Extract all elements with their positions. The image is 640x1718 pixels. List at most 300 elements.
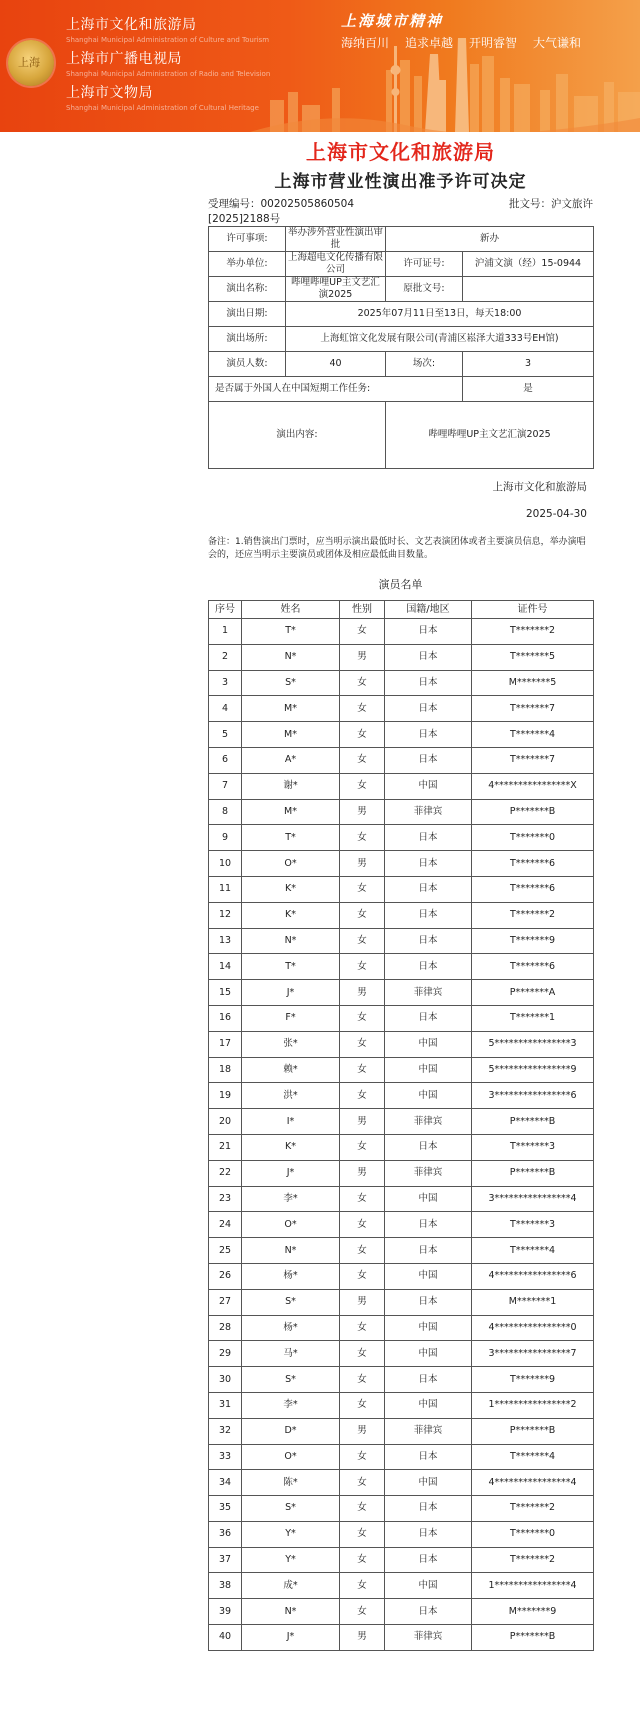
cell-nationality: 日本 (385, 851, 472, 877)
cell-id: T*******7 (472, 696, 594, 722)
cell-gender: 男 (340, 851, 385, 877)
license-value: 沪浦文演（经）15-0944 (463, 252, 594, 277)
cell-nationality: 菲律宾 (385, 1418, 472, 1444)
cell-gender: 女 (340, 825, 385, 851)
cell-id: T*******6 (472, 954, 594, 980)
cell-nationality: 日本 (385, 954, 472, 980)
bureau-name-en: Shanghai Municipal Administration of Culture and Tourism (66, 36, 270, 44)
cell-gender: 女 (340, 1212, 385, 1238)
slogan: 开明睿智 (469, 36, 518, 50)
cell-gender: 女 (340, 1057, 385, 1083)
cell-nationality: 日本 (385, 644, 472, 670)
table-row (209, 1005, 594, 1031)
cell-name: J* (242, 1625, 340, 1651)
cell-id: 3****************4 (472, 1186, 594, 1212)
cell-no: 6 (209, 747, 242, 773)
cell-nationality: 中国 (385, 1573, 472, 1599)
cell-id: P*******B (472, 1625, 594, 1651)
cell-gender: 女 (340, 1599, 385, 1625)
cell-gender: 女 (340, 619, 385, 645)
table-row (209, 1418, 594, 1444)
cell-name: 张* (242, 1031, 340, 1057)
table-row (209, 1109, 594, 1135)
cell-no: 35 (209, 1496, 242, 1522)
license-label: 许可证号: (386, 252, 463, 277)
cell-gender: 女 (340, 1238, 385, 1264)
col-header-no: 序号 (209, 601, 242, 619)
table-row (209, 747, 594, 773)
cell-id: T*******6 (472, 876, 594, 902)
cell-nationality: 中国 (385, 1186, 472, 1212)
cell-id: 5****************3 (472, 1031, 594, 1057)
cell-no: 3 (209, 670, 242, 696)
cell-id: T*******3 (472, 1212, 594, 1238)
cell-no: 18 (209, 1057, 242, 1083)
table-row (209, 1470, 594, 1496)
table-row (209, 1547, 594, 1573)
cell-nationality: 日本 (385, 696, 472, 722)
cell-id: 1****************2 (472, 1392, 594, 1418)
sessions-label: 场次: (386, 352, 463, 377)
cell-nationality: 菲律宾 (385, 980, 472, 1006)
table-row (209, 1057, 594, 1083)
cell-no: 29 (209, 1341, 242, 1367)
cell-id: T*******2 (472, 1547, 594, 1573)
cell-nationality: 日本 (385, 670, 472, 696)
organizer-value: 上海超电文化传播有限公司 (286, 252, 386, 277)
document-meta (208, 196, 593, 210)
cell-id: M*******9 (472, 1599, 594, 1625)
sign-date: 2025-04-30 (525, 508, 587, 520)
cell-gender: 女 (340, 1367, 385, 1393)
cell-no: 22 (209, 1160, 242, 1186)
foreigner-label: 是否属于外国人在中国短期工作任务: (209, 377, 463, 402)
cell-id: T*******2 (472, 1496, 594, 1522)
cell-no: 5 (209, 722, 242, 748)
cell-no: 23 (209, 1186, 242, 1212)
cell-no: 12 (209, 902, 242, 928)
cell-id: T*******2 (472, 619, 594, 645)
city-spirit-title: 上海城市精神 (341, 12, 444, 30)
cell-id: T*******4 (472, 1444, 594, 1470)
matter-label: 许可事项: (209, 227, 286, 252)
table-row (209, 1238, 594, 1264)
table-row (209, 773, 594, 799)
cell-name: N* (242, 644, 340, 670)
cell-name: O* (242, 851, 340, 877)
cell-id: P*******B (472, 1109, 594, 1135)
cell-id: T*******5 (472, 644, 594, 670)
cell-name: S* (242, 1367, 340, 1393)
table-row (209, 902, 594, 928)
cell-gender: 男 (340, 644, 385, 670)
cell-nationality: 日本 (385, 747, 472, 773)
cell-id: T*******4 (472, 722, 594, 748)
bureau-name: 上海市广播电视局 (66, 51, 182, 67)
orig-approval-value (463, 277, 594, 302)
cell-id: 4****************6 (472, 1263, 594, 1289)
cell-id: P*******B (472, 799, 594, 825)
cell-no: 40 (209, 1625, 242, 1651)
cell-id: 3****************6 (472, 1083, 594, 1109)
cell-gender: 男 (340, 1418, 385, 1444)
table-row (209, 1496, 594, 1522)
cell-gender: 女 (340, 696, 385, 722)
cell-id: T*******0 (472, 825, 594, 851)
cell-id: 3****************7 (472, 1341, 594, 1367)
table-row (209, 1521, 594, 1547)
cell-gender: 男 (340, 1289, 385, 1315)
cell-gender: 女 (340, 747, 385, 773)
performers-label: 演员人数: (209, 352, 286, 377)
table-row (209, 696, 594, 722)
table-row (209, 980, 594, 1006)
table-row (209, 1212, 594, 1238)
cell-name: 成* (242, 1573, 340, 1599)
cell-no: 14 (209, 954, 242, 980)
cell-id: 4****************X (472, 773, 594, 799)
bureau-culture-tourism[interactable] (66, 14, 269, 44)
cell-name: S* (242, 1496, 340, 1522)
content-label: 演出内容: (209, 402, 386, 469)
cell-nationality: 中国 (385, 1263, 472, 1289)
cell-nationality: 日本 (385, 1212, 472, 1238)
cell-no: 10 (209, 851, 242, 877)
cell-gender: 男 (340, 799, 385, 825)
cell-gender: 女 (340, 928, 385, 954)
cell-no: 15 (209, 980, 242, 1006)
cell-gender: 女 (340, 1315, 385, 1341)
cell-no: 20 (209, 1109, 242, 1135)
table-row (209, 670, 594, 696)
cell-id: M*******1 (472, 1289, 594, 1315)
cell-name: T* (242, 954, 340, 980)
cell-name: J* (242, 980, 340, 1006)
permit-document (208, 132, 593, 1651)
cell-id: T*******9 (472, 928, 594, 954)
cell-name: K* (242, 1134, 340, 1160)
cell-gender: 男 (340, 1160, 385, 1186)
cell-id: P*******A (472, 980, 594, 1006)
cell-no: 9 (209, 825, 242, 851)
cell-gender: 女 (340, 1263, 385, 1289)
cell-id: T*******2 (472, 902, 594, 928)
col-header-gender: 性别 (340, 601, 385, 619)
cell-name: D* (242, 1418, 340, 1444)
cell-name: M* (242, 799, 340, 825)
cell-gender: 女 (340, 670, 385, 696)
cell-name: 谢* (242, 773, 340, 799)
cell-no: 13 (209, 928, 242, 954)
cell-id: 5****************9 (472, 1057, 594, 1083)
cell-name: 杨* (242, 1315, 340, 1341)
cell-name: 杨* (242, 1263, 340, 1289)
cell-nationality: 日本 (385, 1521, 472, 1547)
cell-name: 赖* (242, 1057, 340, 1083)
site-header (0, 0, 640, 132)
cell-gender: 女 (340, 773, 385, 799)
cell-nationality: 日本 (385, 722, 472, 748)
venue-label: 演出场所: (209, 327, 286, 352)
table-row (209, 1186, 594, 1212)
cell-gender: 男 (340, 1109, 385, 1135)
cell-no: 33 (209, 1444, 242, 1470)
cell-name: K* (242, 876, 340, 902)
cell-no: 30 (209, 1367, 242, 1393)
show-name-label: 演出名称: (209, 277, 286, 302)
slogan: 大气谦和 (533, 36, 582, 50)
table-row (209, 876, 594, 902)
cell-name: 李* (242, 1186, 340, 1212)
table-row (209, 1599, 594, 1625)
cell-gender: 女 (340, 1521, 385, 1547)
cell-name: N* (242, 1238, 340, 1264)
table-row (209, 799, 594, 825)
cell-id: T*******1 (472, 1005, 594, 1031)
cell-name: 洪* (242, 1083, 340, 1109)
table-row (209, 1625, 594, 1651)
table-row (209, 1444, 594, 1470)
document-title: 上海市营业性演出准予许可决定 (274, 172, 527, 192)
table-row (209, 1392, 594, 1418)
table-row (209, 1367, 594, 1393)
table-row (209, 1263, 594, 1289)
cell-gender: 女 (340, 1186, 385, 1212)
cell-name: I* (242, 1109, 340, 1135)
accept-no-label: 受理编号： (208, 198, 261, 210)
table-row (209, 851, 594, 877)
date-label: 演出日期: (209, 302, 286, 327)
table-row (209, 619, 594, 645)
bureau-radio-tv[interactable] (66, 48, 270, 78)
cast-table-body (209, 619, 594, 1651)
cell-gender: 女 (340, 1444, 385, 1470)
cell-nationality: 中国 (385, 1392, 472, 1418)
cell-nationality: 日本 (385, 1444, 472, 1470)
cell-no: 37 (209, 1547, 242, 1573)
cell-gender: 女 (340, 1341, 385, 1367)
cell-nationality: 中国 (385, 1083, 472, 1109)
cell-gender: 女 (340, 1573, 385, 1599)
cell-nationality: 日本 (385, 876, 472, 902)
cell-id: M*******5 (472, 670, 594, 696)
col-header-nationality: 国籍/地区 (385, 601, 472, 619)
cell-name: N* (242, 1599, 340, 1625)
cell-no: 31 (209, 1392, 242, 1418)
table-row (209, 1315, 594, 1341)
slogan: 追求卓越 (405, 36, 454, 50)
remarks: 备注：1.销售演出门票时，应当明示演出最低时长、文艺表演团体或者主要演员信息，举办演唱会的，还应当明示主要演员或团体及相应最低曲目数量。 (208, 537, 586, 560)
permit-table (208, 226, 594, 469)
cell-no: 38 (209, 1573, 242, 1599)
cell-no: 8 (209, 799, 242, 825)
table-row (209, 825, 594, 851)
cell-nationality: 日本 (385, 1005, 472, 1031)
cell-gender: 女 (340, 1083, 385, 1109)
cell-id: 1****************4 (472, 1573, 594, 1599)
cell-id: T*******7 (472, 747, 594, 773)
cell-nationality: 菲律宾 (385, 799, 472, 825)
cell-gender: 女 (340, 1005, 385, 1031)
cell-name: T* (242, 825, 340, 851)
cell-nationality: 菲律宾 (385, 1109, 472, 1135)
cast-table (208, 600, 594, 1651)
cell-gender: 女 (340, 954, 385, 980)
cell-name: O* (242, 1444, 340, 1470)
bureau-name-en: Shanghai Municipal Administration of Cultural Heritage (66, 104, 259, 112)
emblem-logo: 上海 (8, 40, 54, 86)
cell-nationality: 日本 (385, 1599, 472, 1625)
date-value: 2025年07月11日至13日，每天18:00 (286, 302, 594, 327)
cell-gender: 男 (340, 1625, 385, 1651)
cell-nationality: 日本 (385, 1289, 472, 1315)
cell-nationality: 菲律宾 (385, 1625, 472, 1651)
cell-name: S* (242, 1289, 340, 1315)
cell-gender: 男 (340, 980, 385, 1006)
slogan: 海纳百川 (341, 36, 390, 50)
cell-name: J* (242, 1160, 340, 1186)
cell-nationality: 菲律宾 (385, 1160, 472, 1186)
cell-no: 28 (209, 1315, 242, 1341)
cast-header-row (209, 601, 594, 619)
issuing-authority-title: 上海市文化和旅游局 (306, 140, 495, 164)
cell-no: 11 (209, 876, 242, 902)
cell-name: Y* (242, 1547, 340, 1573)
venue-value: 上海虹馆文化发展有限公司(青浦区崧泽大道333号EH馆) (286, 327, 594, 352)
cell-no: 17 (209, 1031, 242, 1057)
cell-name: 李* (242, 1392, 340, 1418)
cast-list-title: 演员名单 (378, 578, 423, 591)
cell-no: 7 (209, 773, 242, 799)
cell-gender: 女 (340, 1470, 385, 1496)
cell-id: T*******9 (472, 1367, 594, 1393)
cell-no: 19 (209, 1083, 242, 1109)
cell-nationality: 中国 (385, 773, 472, 799)
table-row (209, 1573, 594, 1599)
cell-no: 24 (209, 1212, 242, 1238)
cell-no: 39 (209, 1599, 242, 1625)
cell-no: 4 (209, 696, 242, 722)
cell-name: T* (242, 619, 340, 645)
cell-id: P*******B (472, 1160, 594, 1186)
cell-gender: 女 (340, 876, 385, 902)
col-header-name: 姓名 (242, 601, 340, 619)
organizer-label: 举办单位: (209, 252, 286, 277)
bureau-cultural-heritage[interactable] (66, 82, 259, 112)
cell-nationality: 日本 (385, 1367, 472, 1393)
cell-nationality: 中国 (385, 1341, 472, 1367)
cell-gender: 女 (340, 1496, 385, 1522)
cell-gender: 女 (340, 902, 385, 928)
table-row (209, 722, 594, 748)
cell-name: 马* (242, 1341, 340, 1367)
cell-no: 27 (209, 1289, 242, 1315)
permit-type-value: 新办 (386, 227, 594, 252)
approval-no-value: 沪文旅许 (551, 198, 593, 210)
cell-id: T*******6 (472, 851, 594, 877)
cell-gender: 女 (340, 722, 385, 748)
col-header-id: 证件号 (472, 601, 594, 619)
cell-no: 2 (209, 644, 242, 670)
bureau-name: 上海市文物局 (66, 85, 153, 101)
cell-nationality: 中国 (385, 1315, 472, 1341)
table-row (209, 644, 594, 670)
matter-value: 举办涉外营业性演出审批 (286, 227, 386, 252)
cell-nationality: 日本 (385, 619, 472, 645)
cell-name: Y* (242, 1521, 340, 1547)
cell-gender: 女 (340, 1547, 385, 1573)
foreigner-value: 是 (463, 377, 594, 402)
bureau-name: 上海市文化和旅游局 (66, 17, 197, 33)
cell-nationality: 日本 (385, 1547, 472, 1573)
content-value: 哔哩哔哩UP主文艺汇演2025 (386, 402, 594, 469)
cell-id: 4****************4 (472, 1470, 594, 1496)
table-row (209, 954, 594, 980)
cell-name: M* (242, 696, 340, 722)
cell-no: 34 (209, 1470, 242, 1496)
cell-name: A* (242, 747, 340, 773)
cell-name: O* (242, 1212, 340, 1238)
cell-id: T*******4 (472, 1238, 594, 1264)
sessions-value: 3 (463, 352, 594, 377)
cell-name: F* (242, 1005, 340, 1031)
table-row (209, 1289, 594, 1315)
cell-nationality: 中国 (385, 1031, 472, 1057)
cell-gender: 女 (340, 1134, 385, 1160)
cell-nationality: 日本 (385, 1496, 472, 1522)
cell-nationality: 日本 (385, 1134, 472, 1160)
table-row (209, 1341, 594, 1367)
cell-id: T*******0 (472, 1521, 594, 1547)
cell-name: S* (242, 670, 340, 696)
accept-no-value: 00202505860504 (260, 198, 355, 210)
cell-id: T*******3 (472, 1134, 594, 1160)
cell-name: N* (242, 928, 340, 954)
city-spirit-slogans (341, 34, 581, 51)
performers-value: 40 (286, 352, 386, 377)
cell-id: P*******B (472, 1418, 594, 1444)
show-name-value: 哔哩哔哩UP主文艺汇演2025 (286, 277, 386, 302)
cell-nationality: 日本 (385, 902, 472, 928)
table-row (209, 1160, 594, 1186)
signature: 上海市文化和旅游局 (492, 481, 587, 493)
cell-gender: 女 (340, 1031, 385, 1057)
cell-name: M* (242, 722, 340, 748)
cell-no: 25 (209, 1238, 242, 1264)
cell-nationality: 日本 (385, 928, 472, 954)
table-row (209, 928, 594, 954)
cell-nationality: 日本 (385, 1238, 472, 1264)
approval-no-label: 批文号： (509, 198, 551, 210)
cell-no: 16 (209, 1005, 242, 1031)
cell-name: K* (242, 902, 340, 928)
cell-name: 陈* (242, 1470, 340, 1496)
approval-no-cont: [2025]2188号 (208, 213, 281, 225)
cell-nationality: 中国 (385, 1057, 472, 1083)
bureau-name-en: Shanghai Municipal Administration of Radio and Television (66, 70, 271, 78)
cell-nationality: 中国 (385, 1470, 472, 1496)
cell-no: 21 (209, 1134, 242, 1160)
table-row (209, 1134, 594, 1160)
cell-nationality: 日本 (385, 825, 472, 851)
table-row (209, 1083, 594, 1109)
table-row (209, 1031, 594, 1057)
cell-no: 32 (209, 1418, 242, 1444)
cell-no: 1 (209, 619, 242, 645)
cell-gender: 女 (340, 1392, 385, 1418)
cell-no: 36 (209, 1521, 242, 1547)
orig-approval-label: 原批文号: (386, 277, 463, 302)
